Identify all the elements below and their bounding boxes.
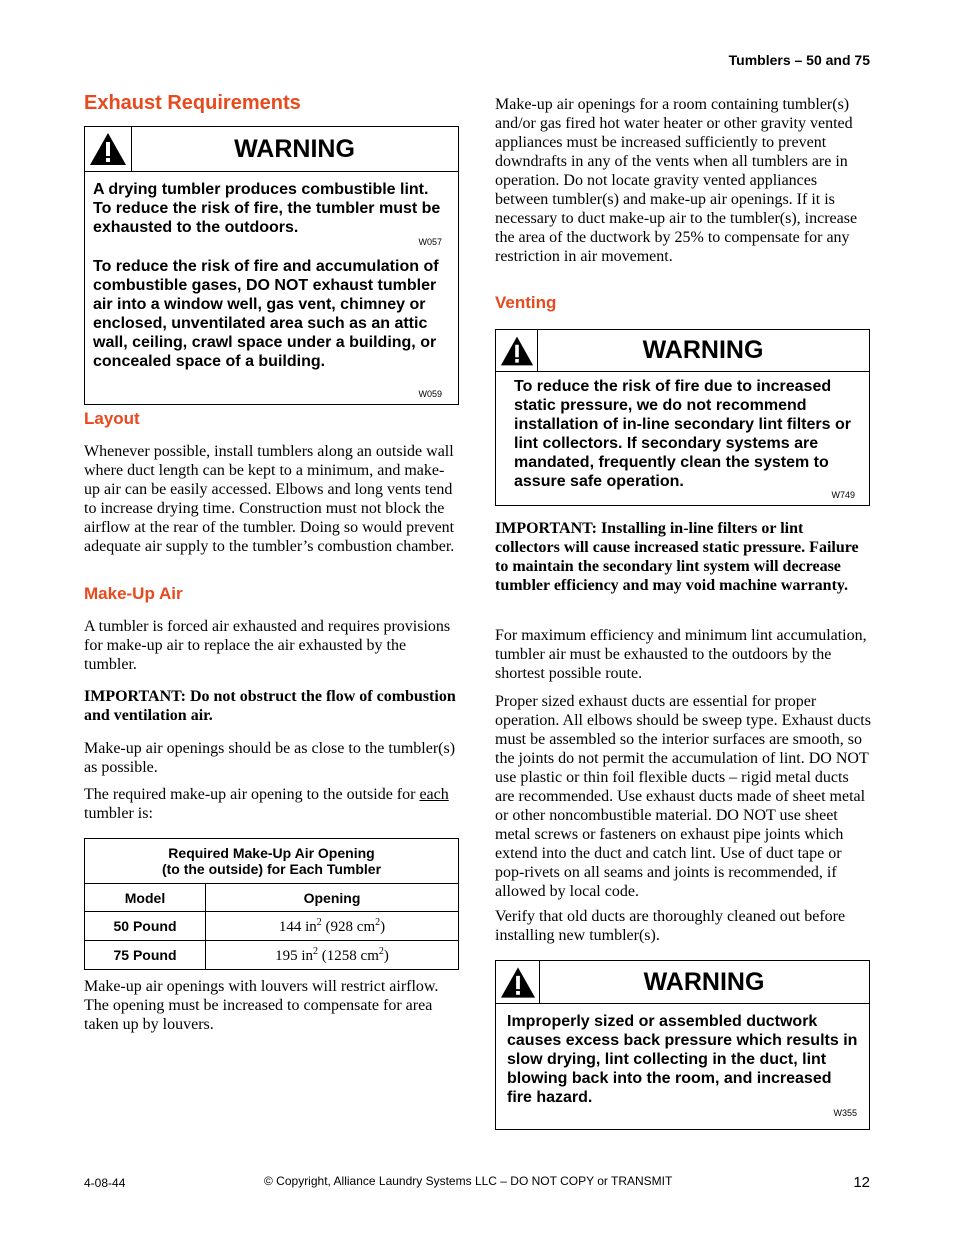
layout-paragraph: Whenever possible, install tumblers along an outside wall where duct length can be kept to a minimum, and make-up air can be easily accessed. Elbows and long vents tend to increase drying time. Construction must not block the airflow at the rear of the tumbler. Doing so would prevent adequate air supply to the tumbler’s combustion chamber. [84, 443, 455, 555]
table-row [85, 941, 459, 970]
warning-title: WARNING [643, 967, 765, 996]
warning-text-lint: A drying tumbler produces combustible lint. To reduce the risk of fire, the tumbler must be exhausted to the outdoors. [93, 181, 441, 236]
warning-text-filters: To reduce the risk of fire due to increased static pressure, we do not recommend installation of in-line secondary lint filters or lint collectors. If secondary systems are mandated, frequently clean the system to assure safe operation. [514, 378, 851, 490]
warning-header [85, 127, 458, 172]
subsection-title-venting: Venting [495, 293, 557, 312]
table-header-opening: Opening [206, 884, 459, 912]
important-filters-note: IMPORTANT: Installing in-line filters or lint collectors will cause increased static pressure. Failure to maintain the secondary lint system will decrease tumbler efficiency and may void machine warranty. [495, 520, 859, 594]
document-number: 4-08-44 [84, 1176, 126, 1190]
makeup-openings-paragraph: Make-up air openings for a room containing tumbler(s) and/or gas fired hot water heater or other gravity vented appliances must be increased sufficiently to prevent downdrafts in any of the vents when all tumblers are in operation. Do not locate gravity vented appliances between tumbler(s) and make-up air openings. If it is necessary to duct make-up air to the tumbler(s), increase the area of the ductwork by 25% to compensate for any restriction in air movement. [495, 96, 858, 265]
makeup-air-table [84, 838, 459, 970]
section-title-exhaust: Exhaust Requirements [84, 92, 301, 114]
warning-box-ductwork [495, 960, 870, 1130]
warning-triangle-icon [85, 127, 132, 171]
table-header-model: Model [85, 884, 206, 912]
warning-triangle-icon [496, 961, 540, 1003]
efficiency-paragraph: For maximum efficiency and minimum lint accumulation, tumbler air must be exhausted to the outdoors by the shortest possible route. [495, 627, 867, 682]
table-cell-model: 50 Pound [85, 912, 206, 941]
makeup-paragraph-3: The required make-up air opening to the outside for each tumbler is: [84, 786, 449, 822]
makeup-paragraph-2: Make-up air openings should be as close to the tumbler(s) as possible. [84, 740, 456, 776]
warning-box-static-pressure [495, 329, 870, 506]
table-cell-opening: 144 $in^2$ (928 $cm^2$) [206, 912, 459, 941]
table-cell-model: 75 Pound [85, 941, 206, 970]
warning-code: W057 [418, 237, 442, 247]
warning-header [496, 330, 869, 372]
verify-paragraph: Verify that old ducts are thoroughly cleaned out before installing new tumbler(s). [495, 908, 846, 944]
page-number: 12 [853, 1174, 870, 1191]
warning-code: W749 [831, 490, 855, 500]
makeup-paragraph-1: A tumbler is forced air exhausted and requires provisions for make-up air to replace the air exhausted by the tumbler. [84, 618, 451, 673]
ducts-paragraph: Proper sized exhaust ducts are essential for proper operation. All elbows should be sweep type. Exhaust ducts must be assembled so the interior surfaces are smooth, so the joints do not permit the accumulation of lint. DO NOT use plastic or thin foil flexible ducts – rigid metal ducts are recommended. Use exhaust ducts made of sheet metal or other noncombustible material. DO NOT use sheet metal screws or fasteners on exhaust pipe joints which extend into the duct and catch lint. Use of duct tape or pop-rivets on all seams and joints is recommended, if allowed by local code. [495, 693, 871, 900]
table-row [85, 912, 459, 941]
running-header: Tumblers – 50 and 75 [728, 52, 870, 68]
warning-title: WARNING [234, 134, 355, 163]
warning-header [496, 961, 869, 1004]
warning-box-fire-lint [84, 126, 459, 405]
makeup-important-note: IMPORTANT: Do not obstruct the flow of combustion and ventilation air. [84, 688, 456, 724]
table-title: Required Make-Up Air Opening (to the outside) for Each Tumbler [85, 839, 459, 884]
subsection-title-makeup-air: Make-Up Air [84, 584, 183, 603]
warning-text-ductwork: Improperly sized or assembled ductwork causes excess back pressure which results in slow drying, lint collecting in the duct, lint blowing back into the room, and increased fire hazard. [507, 1013, 858, 1106]
warning-code: W355 [833, 1108, 857, 1118]
subsection-title-layout: Layout [84, 409, 140, 428]
copyright-notice: © Copyright, Alliance Laundry Systems LLC – DO NOT COPY or TRANSMIT [264, 1174, 673, 1188]
warning-text-gases: To reduce the risk of fire and accumulation of combustible gases, DO NOT exhaust tumbler air into a window well, gas vent, chimney or enclosed, unventilated area such as an attic wall, ceiling, crawl space under a building, or concealed space of a building. [93, 258, 439, 370]
warning-code: W059 [418, 389, 442, 399]
louver-paragraph: Make-up air openings with louvers will restrict airflow. The opening must be increased to compensate for area taken up by louvers. [84, 978, 439, 1033]
warning-triangle-icon [496, 330, 538, 371]
table-cell-opening: 195 $in^2$ (1258 $cm^2$) [206, 941, 459, 970]
warning-title: WARNING [642, 336, 764, 364]
